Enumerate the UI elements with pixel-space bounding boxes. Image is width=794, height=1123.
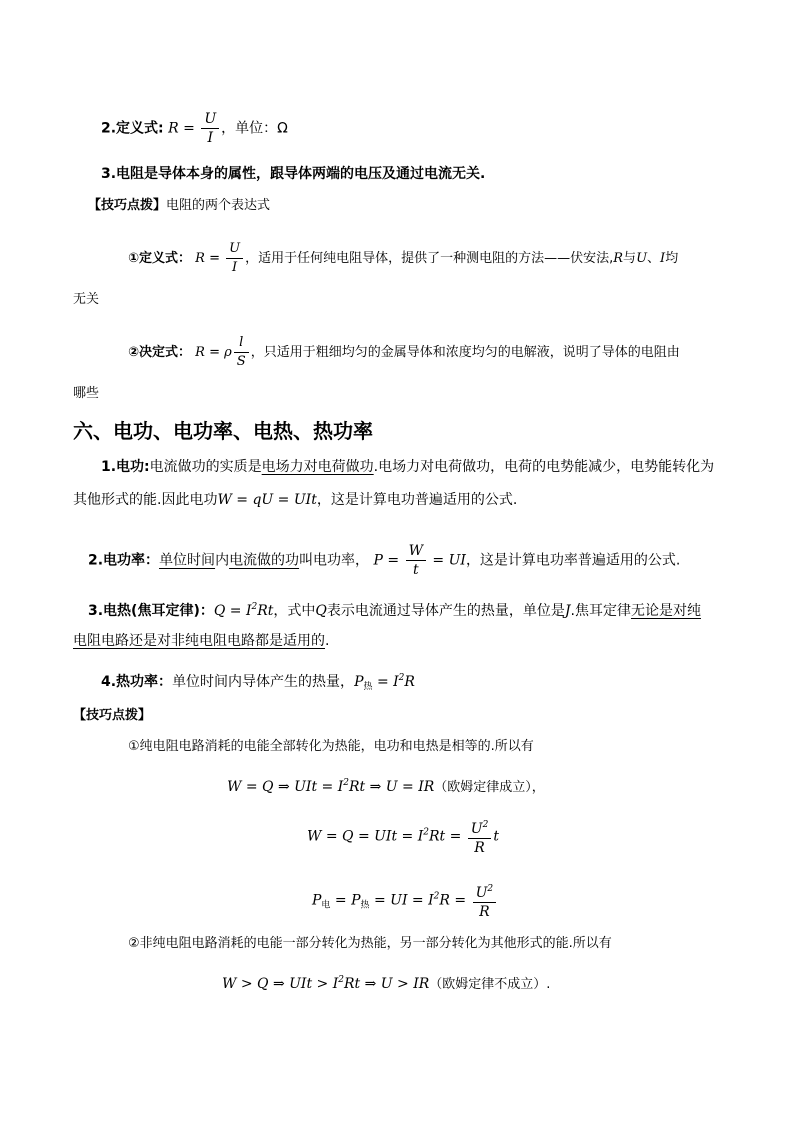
power-text: 内 bbox=[215, 552, 230, 569]
equals-sign: = bbox=[334, 892, 347, 909]
work-text-2: .电场力对电荷做功，电荷的电势能减少，电势能转化为 bbox=[373, 459, 715, 475]
denominator: S bbox=[236, 354, 246, 369]
equals-sign: = bbox=[387, 552, 400, 569]
work-text: 电流做功的实质是 bbox=[149, 459, 262, 475]
var-u: U bbox=[636, 251, 648, 266]
var-r: R bbox=[195, 251, 205, 266]
power-label: 2.电功率： bbox=[88, 552, 160, 569]
numerator: U bbox=[226, 240, 243, 259]
heat-text-2: 表示电流通过导体产生的热量，单位是 bbox=[326, 603, 565, 619]
tip2-label: ②决定式： bbox=[128, 345, 192, 360]
eq3-b: R = bbox=[439, 892, 467, 909]
resistance-property-line: 3.电阻是导体本身的属性，跟导体两端的电压及通过电流无关. bbox=[101, 166, 486, 182]
numerator-var: U bbox=[475, 885, 488, 901]
var-p: P bbox=[354, 674, 364, 690]
tip1-label: ①定义式： bbox=[128, 251, 192, 266]
var-p: P bbox=[312, 892, 322, 909]
fraction-u-over-i bbox=[201, 110, 219, 147]
var-rho: ρ bbox=[224, 345, 232, 360]
power-line bbox=[88, 542, 680, 579]
denominator: R bbox=[474, 840, 485, 856]
fraction-l-over-s bbox=[234, 334, 249, 371]
fraction-u2-over-r bbox=[473, 880, 497, 921]
heat-power-line bbox=[101, 668, 415, 697]
section-heading: 六、电功、电功率、电热、热功率 bbox=[73, 419, 373, 443]
tip2-text: ，只适用于粗细均匀的金属导体和浓度均匀的电解液，说明了导体的电阻由 bbox=[250, 345, 680, 360]
numerator bbox=[473, 880, 497, 903]
heat-power-text: 单位时间内导体产生的热量， bbox=[172, 674, 355, 690]
work-formula: W = qU = UIt bbox=[217, 492, 317, 508]
eq4-b: Rt ⇒ U > IR bbox=[343, 976, 430, 992]
eq2-c: t bbox=[493, 828, 499, 845]
numerator: l bbox=[234, 334, 249, 353]
tip-line bbox=[88, 196, 270, 216]
eq1-b: Rt ⇒ U = IR bbox=[348, 779, 435, 795]
denominator: I bbox=[207, 130, 213, 146]
tip-label: 【技巧点拨】 bbox=[88, 198, 167, 213]
subscript: 热 bbox=[363, 682, 373, 692]
heat-power-formula-a: = I bbox=[372, 674, 399, 690]
definition-formula-line bbox=[101, 110, 288, 147]
var-j: J bbox=[564, 603, 571, 619]
fraction-u-over-i bbox=[226, 240, 243, 277]
tip2-line bbox=[128, 334, 680, 371]
work-line-2 bbox=[73, 490, 517, 510]
tip1-text: ，适用于任何纯电阻导体，提供了一种测电阻的方法——伏安法, bbox=[245, 251, 614, 266]
tip-label-2: 【技巧点拨】 bbox=[73, 708, 152, 723]
work-text-3: 其他形式的能.因此电功 bbox=[73, 492, 218, 508]
heat-label: 3.电热(焦耳定律)： bbox=[88, 603, 214, 619]
exponent: 2 bbox=[433, 891, 440, 902]
exponent: 2 bbox=[423, 827, 429, 838]
work-underline: 电场力对电荷做功 bbox=[261, 459, 374, 475]
var-r: R bbox=[168, 120, 179, 137]
subscript: 电 bbox=[321, 900, 331, 911]
numerator bbox=[468, 816, 492, 839]
power-formula-rhs: = UI bbox=[432, 552, 466, 569]
unit-symbol: Ω bbox=[277, 120, 288, 137]
denominator: R bbox=[479, 904, 490, 920]
heat-underline-1: 无论是对纯 bbox=[630, 603, 701, 619]
fraction-w-over-t bbox=[406, 542, 426, 579]
equation-2 bbox=[307, 816, 499, 857]
tip2-continuation: 哪些 bbox=[73, 386, 100, 401]
heat-line-1 bbox=[88, 597, 701, 621]
eq2-b: Rt = bbox=[428, 828, 462, 845]
heat-line-2 bbox=[73, 631, 329, 651]
work-line-1 bbox=[101, 457, 714, 477]
heat-formula-b: Rt bbox=[257, 603, 274, 619]
exponent: 2 bbox=[487, 884, 494, 894]
var-q: Q bbox=[315, 603, 327, 619]
power-underline-2: 电流做的功 bbox=[229, 552, 300, 569]
heat-formula-a: Q = I bbox=[213, 603, 252, 619]
heat-text-4: . bbox=[325, 633, 330, 649]
eq4-a: W > Q ⇒ UIt > I bbox=[222, 976, 339, 992]
exponent: 2 bbox=[482, 820, 489, 830]
var-p: P bbox=[351, 892, 361, 909]
equals-sign: = bbox=[209, 345, 220, 360]
equation-3 bbox=[312, 880, 498, 921]
yu: 与 bbox=[623, 251, 637, 266]
subscript: 热 bbox=[360, 900, 370, 911]
var-p: P bbox=[373, 552, 383, 569]
tip-pure-resistance: ①纯电阻电路消耗的电能全部转化为热能，电功和电热是相等的.所以有 bbox=[128, 739, 534, 754]
eq3-a: = UI = I bbox=[373, 892, 434, 909]
heat-power-label: 4.热功率： bbox=[101, 674, 173, 690]
equation-4 bbox=[222, 970, 550, 995]
tip-non-pure-resistance: ②非纯电阻电路消耗的电能一部分转化为热能，另一部分转化为其他形式的能.所以有 bbox=[128, 936, 612, 951]
exponent: 2 bbox=[398, 673, 405, 683]
numerator: W bbox=[406, 542, 426, 561]
fraction-u2-over-r bbox=[468, 816, 492, 857]
tip-title: 电阻的两个表达式 bbox=[166, 198, 271, 213]
heat-underline-2: 电阻电路还是对非纯电阻电路都是适用的 bbox=[73, 633, 325, 649]
equation-1 bbox=[227, 773, 545, 798]
work-label: 1.电功: bbox=[101, 459, 150, 475]
var-r: R bbox=[195, 345, 205, 360]
eq2-a: W = Q = UIt = I bbox=[307, 828, 424, 845]
equals-sign: = bbox=[209, 251, 220, 266]
heat-power-formula-b: R bbox=[404, 674, 415, 690]
eq1-a: W = Q ⇒ UIt = I bbox=[227, 779, 344, 795]
var-r: R bbox=[613, 251, 624, 266]
eq4-note: （欧姆定律不成立）. bbox=[429, 977, 551, 992]
power-text-2: 叫电功率， bbox=[299, 552, 370, 569]
numerator: U bbox=[201, 110, 219, 129]
exponent: 2 bbox=[251, 602, 258, 612]
work-text-4: ，这是计算电功普遍适用的公式. bbox=[316, 492, 518, 508]
item-label: 2.定义式: bbox=[101, 120, 164, 137]
heat-text: ，式中 bbox=[273, 603, 316, 619]
unit-label: ，单位： bbox=[221, 120, 278, 137]
exponent: 2 bbox=[338, 975, 344, 985]
denominator: I bbox=[232, 260, 238, 275]
denominator: t bbox=[412, 562, 419, 578]
exponent: 2 bbox=[343, 778, 349, 788]
power-text-3: ，这是计算电功率普遍适用的公式. bbox=[465, 552, 681, 569]
eq1-note: （欧姆定律成立）， bbox=[434, 780, 545, 795]
tip1-line bbox=[128, 240, 678, 277]
jun: 均 bbox=[665, 251, 679, 266]
equals-sign: = bbox=[183, 120, 195, 137]
power-underline-1: 单位时间 bbox=[159, 552, 216, 569]
var-i: I bbox=[660, 251, 666, 266]
numerator-var: U bbox=[470, 821, 483, 837]
heat-text-3: .焦耳定律 bbox=[570, 603, 631, 619]
tip1-continuation: 无关 bbox=[73, 292, 100, 307]
separator: 、 bbox=[647, 251, 661, 266]
